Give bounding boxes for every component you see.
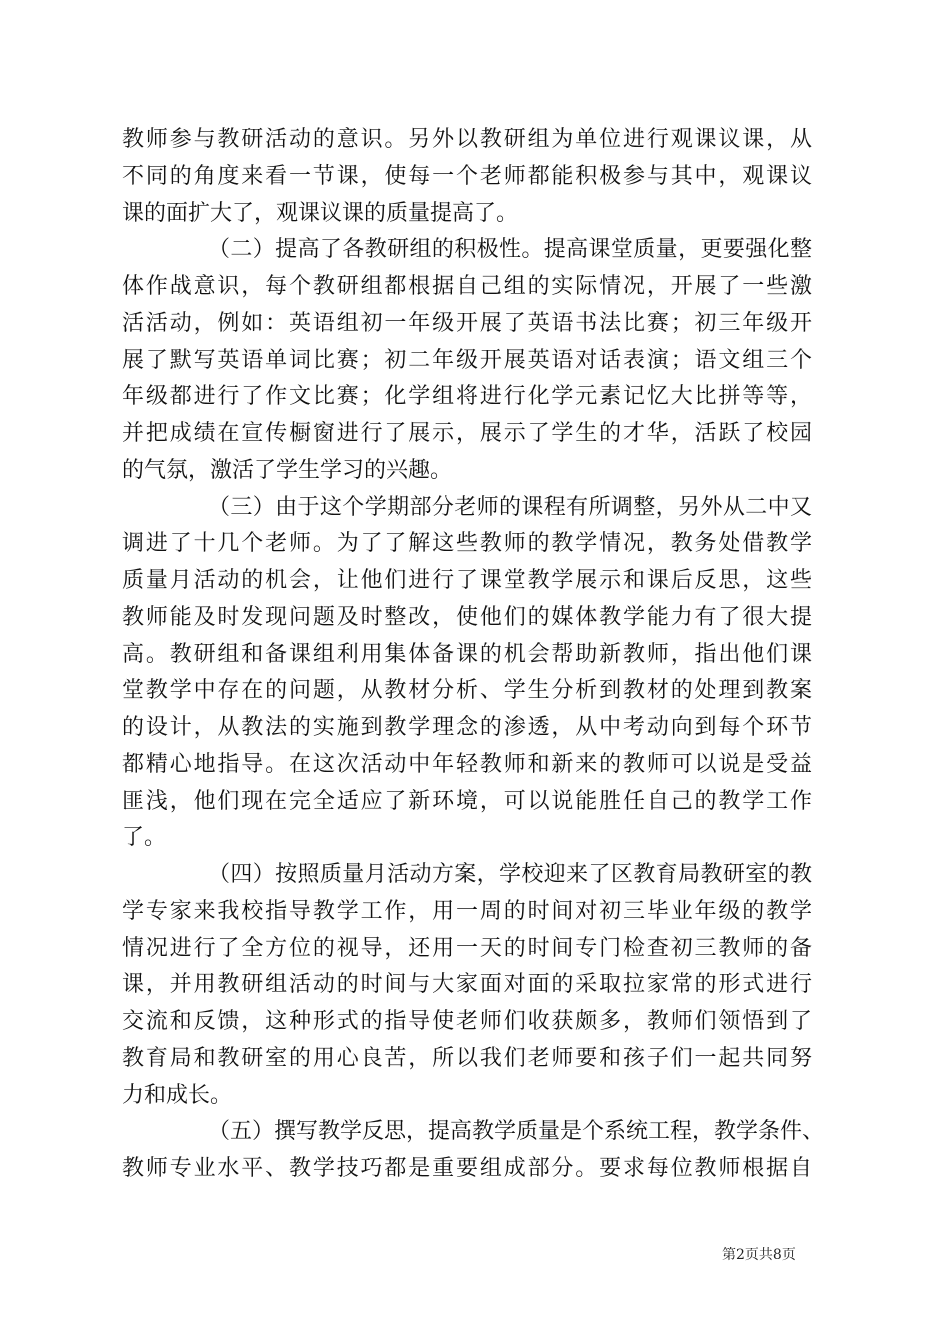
text-line: 课，并用教研组活动的时间与大家面对面的采取拉家常的形式进行: [122, 972, 812, 998]
text-line: 匪浅，他们现在完全适应了新环境，可以说能胜任自己的教学工作: [122, 788, 812, 814]
text-line: 质量月活动的机会，让他们进行了课堂教学展示和课后反思，这些: [122, 568, 812, 593]
text-line: 情况进行了全方位的视导，还用一天的时间专门检查初三教师的备: [122, 935, 812, 961]
text-line: （三）由于这个学期部分老师的课程有所调整，另外从二中又: [208, 494, 812, 520]
text-line: 都精心地指导。在这次活动中年轻教师和新来的教师可以说是受益: [122, 751, 812, 777]
text-line: 体作战意识，每个教研组都根据自己组的实际情况，开展了一些激: [122, 274, 812, 299]
text-line: 教师参与教研活动的意识。另外以教研组为单位进行观课议课，从: [122, 127, 812, 152]
text-line: 堂教学中存在的问题，从教材分析、学生分析到教材的处理到教案: [122, 678, 812, 704]
text-line: 高。教研组和备课组利用集体备课的机会帮助新教师，指出他们课: [122, 641, 812, 667]
text-line: 了。: [122, 825, 167, 851]
text-line: 年级都进行了作文比赛；化学组将进行化学元素记忆大比拼等等，: [122, 384, 812, 410]
text-line: 并把成绩在宣传橱窗进行了展示，展示了学生的才华，活跃了校园: [122, 421, 812, 446]
text-line: （五）撰写教学反思，提高教学质量是个系统工程，教学条件、: [208, 1119, 825, 1145]
text-line: 交流和反馈，这种形式的指导使老师们收获颇多，教师们领悟到了: [122, 1009, 812, 1034]
text-line: 的设计，从教法的实施到教学理念的渗透，从中考动向到每个环节: [122, 715, 812, 740]
text-line: 课的面扩大了，观课议课的质量提高了。: [122, 200, 519, 226]
text-line: 教育局和教研室的用心良苦，所以我们老师要和孩子们一起共同努: [122, 1045, 812, 1071]
page-number: 第2页共8页: [722, 1247, 796, 1263]
text-line: （四）按照质量月活动方案，学校迎来了区教育局教研室的教: [208, 862, 812, 887]
text-line: （二）提高了各教研组的积极性。提高课堂质量，更要强化整: [208, 237, 812, 263]
text-line: 的气氛，激活了学生学习的兴趣。: [122, 457, 453, 483]
text-line: 展了默写英语单词比赛；初二年级开展英语对话表演；语文组三个: [122, 347, 812, 373]
text-line: 学专家来我校指导教学工作，用一周的时间对初三毕业年级的教学: [122, 898, 812, 924]
text-line: 力和成长。: [122, 1082, 233, 1108]
text-line: 教师专业水平、教学技巧都是重要组成部分。要求每位教师根据自: [122, 1156, 812, 1181]
text-line: 不同的角度来看一节课，使每一个老师都能积极参与其中，观课议: [122, 163, 812, 189]
text-line: 教师能及时发现问题及时整改，使他们的媒体教学能力有了很大提: [122, 604, 812, 630]
text-line: 活活动，例如：英语组初一年级开展了英语书法比赛；初三年级开: [122, 310, 812, 336]
text-line: 调进了十几个老师。为了了解这些教师的教学情况，教务处借教学: [122, 531, 812, 557]
